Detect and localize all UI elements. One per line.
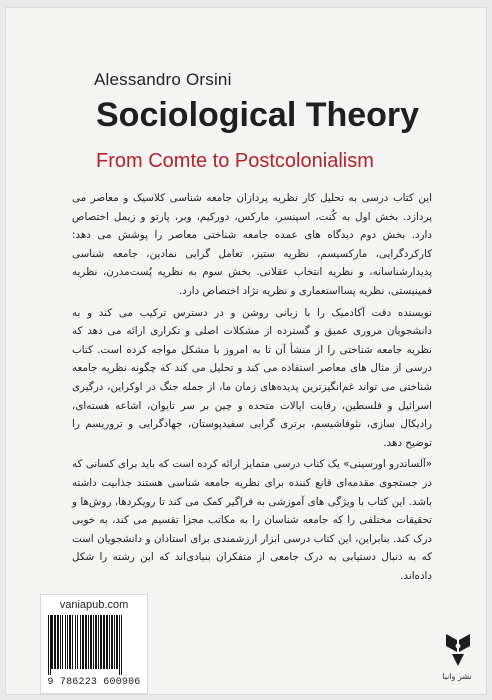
book-title: Sociological Theory <box>96 96 420 134</box>
publisher-name: نشر وانیا <box>442 672 472 681</box>
publisher-logo-icon <box>443 632 473 668</box>
barcode-panel <box>40 594 148 694</box>
book-subtitle: From Comte to Postcolonialism <box>96 150 374 172</box>
author-name: Alessandro Orsini <box>94 70 232 89</box>
blurb-paragraph: «آلساندرو اورسینی» یک کتاب درسی متمایز ارائه کرده است که باید برای کسانی که در جستجوی مقدمه‌ای قانع کننده برای نظریه جامعه شناسی هستند جذابیت داشته باشد. این کتاب با ویژگی های آموزشی به فراگیر کمک می کند تا رویکردها، روش‌ها و تحقیقات مختلفی را که جامعه شناسان را به مکاتب مجزا تقسیم می کند، به خوبی درک کند. بنابراین، این کتاب درسی ابزار ارزشمندی برای استادان و دانشجویان است که به دنبال دستیابی به درک جامعی از متفکران بنیادی‌اند که این رشته را شکل داده‌اند. <box>72 458 432 582</box>
blurb-text <box>72 189 432 588</box>
barcode-icon <box>46 615 142 675</box>
blurb-paragraph: این کتاب درسی به تحلیل کار نظریه پردازان جامعه شناسی کلاسیک و معاصر می پردازد. بخش اول به کُنت، اسپنسر، مارکس، دورکیم، وبر، پارتو و زیمل اختصاص دارد. بخش دوم دیدگاه های عمده جامعه شناختی معاصر را پوشش می دهد: کارکردگرایی، مارکسیسم، نظریه ستیز، تعامل گرایی نمادین، جامعه شناسی پدیدارشناسانه، و نظریه انتخاب عقلانی. بخش سوم به نظریه پُست‌مدرن، نظریه فمینیستی، نظریه پسااستعماری و نظریه نژاد اختصاص دارد. <box>72 192 432 297</box>
isbn-number: 9 786223 600906 <box>47 677 141 688</box>
book-back-cover <box>6 8 486 694</box>
publisher-website: vaniapub.com <box>59 599 129 611</box>
blurb-paragraph: نویسنده دقت آکادمیک را با زبانی روشن و در دسترس ترکیب می کند و به دانشجویان مروری عمیق و گسترده از مشکلات اصلی و تکراری ارائه می دهد که نظریه جامعه شناختی را از منشأ آن تا به امروز با مشکل مواجه کرده است. کتاب درسی از مثال های معاصر استفاده می کند و تحلیل می کند که چگونه نظریه جامعه شناختی می تواند غم‌انگیزترین پدیده‌های زمان ما، از جمله جنگ در اوکراین، درگیری اسرائیل و فلسطین، رقابت ایالات متحده و چین بر سر تایوان، اشاعه هسته‌ای، رادیکال سازی، نئوفاشیسم، برتری گرایی سفیدپوستان، جهادگرایی و تروریسم را توضیح دهد. <box>72 306 432 449</box>
